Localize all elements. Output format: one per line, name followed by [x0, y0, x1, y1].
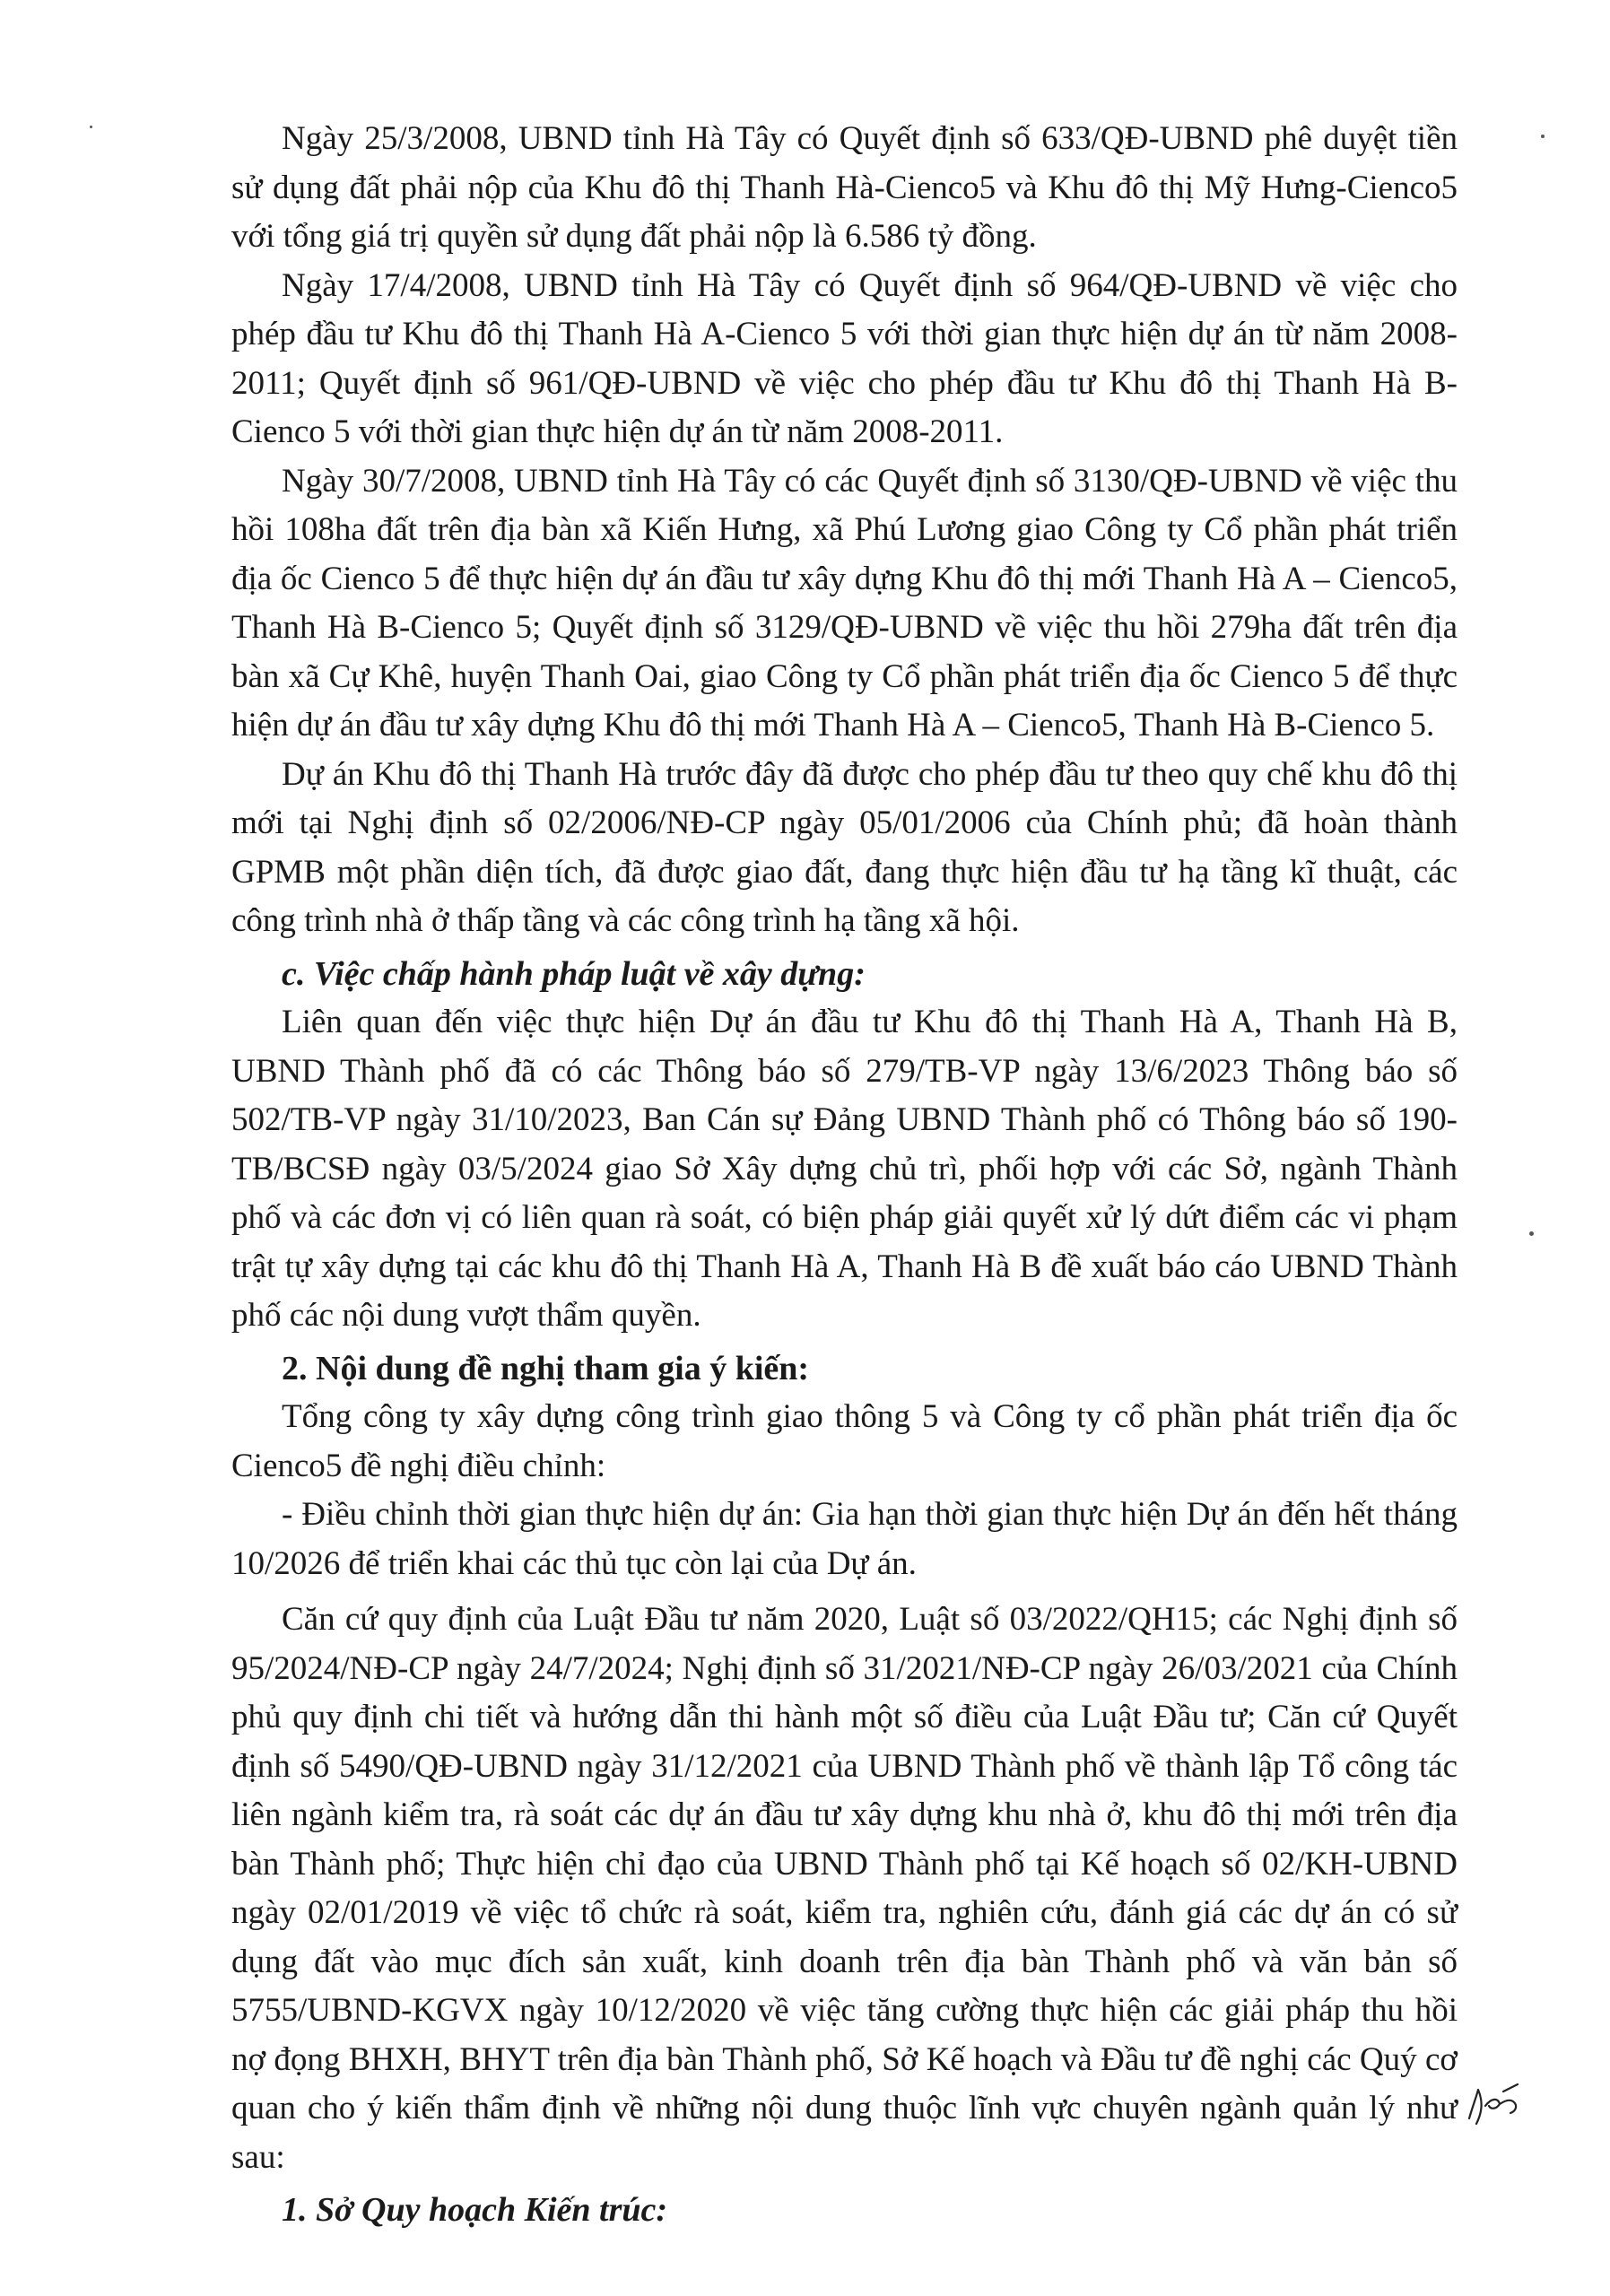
heading-construction-law: c. Việc chấp hành pháp luật về xây dựng: [282, 954, 866, 993]
paragraph-project-history: Dự án Khu đô thị Thanh Hà trước đây đã được cho phép đầu tư theo quy chế khu đô thị mới tại Nghị định số 02/2006/NĐ-CP ngày 05/01/2006 của Chính phủ; đã hoàn thành GPMB một phần diện tích, đã được giao đất, đang thực hiện đầu tư hạ tầng kĩ thuật, các công trình nhà ở thấp tầng và các công trình hạ tầng xã hội. [231, 755, 1458, 939]
paragraph-decision-3130: Ngày 30/7/2008, UBND tỉnh Hà Tây có các Quyết định số 3130/QĐ-UBND về việc thu hồi 108ha đất trên địa bàn xã Kiến Hưng, xã Phú Lương giao Công ty Cổ phần phát triển địa ốc Cienco 5 để thực hiện dự án đầu tư xây dựng Khu đô thị mới Thanh Hà A – Cienco5, Thanh Hà B-Cienco 5; Quyết định số 3129/QĐ-UBND về việc thu hồi 279ha đất trên địa bàn xã Cự Khê, huyện Thanh Oai, giao Công ty Cổ phần phát triển địa ốc Cienco 5 để thực hiện dự án đầu tư xây dựng Khu đô thị mới Thanh Hà A – Cienco5, Thanh Hà B-Cienco 5. [231, 462, 1458, 744]
scan-speck [1529, 1231, 1534, 1236]
paragraph-adjustment-request: Tổng công ty xây dựng công trình giao thông 5 và Công ty cổ phần phát triển địa ốc Cienco5 đề nghị điều chỉnh: [231, 1398, 1458, 1484]
heading-planning-architecture-dept: 1. Sở Quy hoạch Kiến trúc: [282, 2191, 668, 2229]
paragraph-construction-notices: Liên quan đến việc thực hiện Dự án đầu tư Khu đô thị Thanh Hà A, Thanh Hà B, UBND Thành phố đã có các Thông báo số 279/TB-VP ngày 13/6/2023 Thông báo số 502/TB-VP ngày 31/10/2023, Ban Cán sự Đảng UBND Thành phố có Thông báo số 190-TB/BCSĐ ngày 03/5/2024 giao Sở Xây dựng chủ trì, phối hợp với các Sở, ngành Thành phố và các đơn vị có liên quan rà soát, có biện pháp giải quyết xử lý dứt điểm các vi phạm trật tự xây dựng tại các khu đô thị Thanh Hà A, Thanh Hà B đề xuất báo cáo UBND Thành phố các nội dung vượt thẩm quyền. [231, 1004, 1458, 1334]
paragraph-decision-633: Ngày 25/3/2008, UBND tỉnh Hà Tây có Quyết định số 633/QĐ-UBND phê duyệt tiền sử dụng đất phải nộp của Khu đô thị Thanh Hà-Cienco5 và Khu đô thị Mỹ Hưng-Cienco5 với tổng giá trị quyền sử dụng đất phải nộp là 6.586 tỷ đồng. [231, 120, 1458, 255]
heading-proposal-content: 2. Nội dung đề nghị tham gia ý kiến: [282, 1349, 810, 1387]
paragraph-decision-964: Ngày 17/4/2008, UBND tỉnh Hà Tây có Quyết định số 964/QĐ-UBND về việc cho phép đầu tư Khu đô thị Thanh Hà A-Cienco 5 với thời gian thực hiện dự án từ năm 2008-2011; Quyết định số 961/QĐ-UBND về việc cho phép đầu tư Khu đô thị Thanh Hà B-Cienco 5 với thời gian thực hiện dự án từ năm 2008-2011. [231, 266, 1458, 450]
signature-initials-mark [1464, 2079, 1527, 2129]
paragraph-legal-basis: Căn cứ quy định của Luật Đầu tư năm 2020, Luật số 03/2022/QH15; các Nghị định số 95/2024/NĐ-CP ngày 24/7/2024; Nghị định số 31/2021/NĐ-CP ngày 26/03/2021 của Chính phủ quy định chi tiết và hướng dẫn thi hành một số điều của Luật Đầu tư; Căn cứ Quyết định số 5490/QĐ-UBND ngày 31/12/2021 của UBND Thành phố về thành lập Tổ công tác liên ngành kiểm tra, rà soát các dự án đầu tư xây dựng khu nhà ở, khu đô thị mới trên địa bàn Thành phố; Thực hiện chỉ đạo của UBND Thành phố tại Kế hoạch số 02/KH-UBND ngày 02/01/2019 về việc tổ chức rà soát, kiểm tra, nghiên cứu, đánh giá các dự án có sử dụng đất vào mục đích sản xuất, kinh doanh trên địa bàn Thành phố và văn bản số 5755/UBND-KGVX ngày 10/12/2020 về việc tăng cường thực hiện các giải pháp thu hồi nợ đọng BHXH, BHYT trên địa bàn Thành phố, Sở Kế hoạch và Đầu tư đề nghị các Quý cơ quan cho ý kiến thẩm định về những nội dung thuộc lĩnh vực chuyên ngành quản lý như sau: [231, 1601, 1458, 2176]
paragraph-timeline-extension: - Điều chỉnh thời gian thực hiện dự án: Gia hạn thời gian thực hiện Dự án đến hết tháng 10/2026 để triển khai các thủ tục còn lại của Dự án. [231, 1496, 1458, 1582]
scan-speck [90, 126, 92, 128]
scan-speck [1541, 135, 1545, 138]
